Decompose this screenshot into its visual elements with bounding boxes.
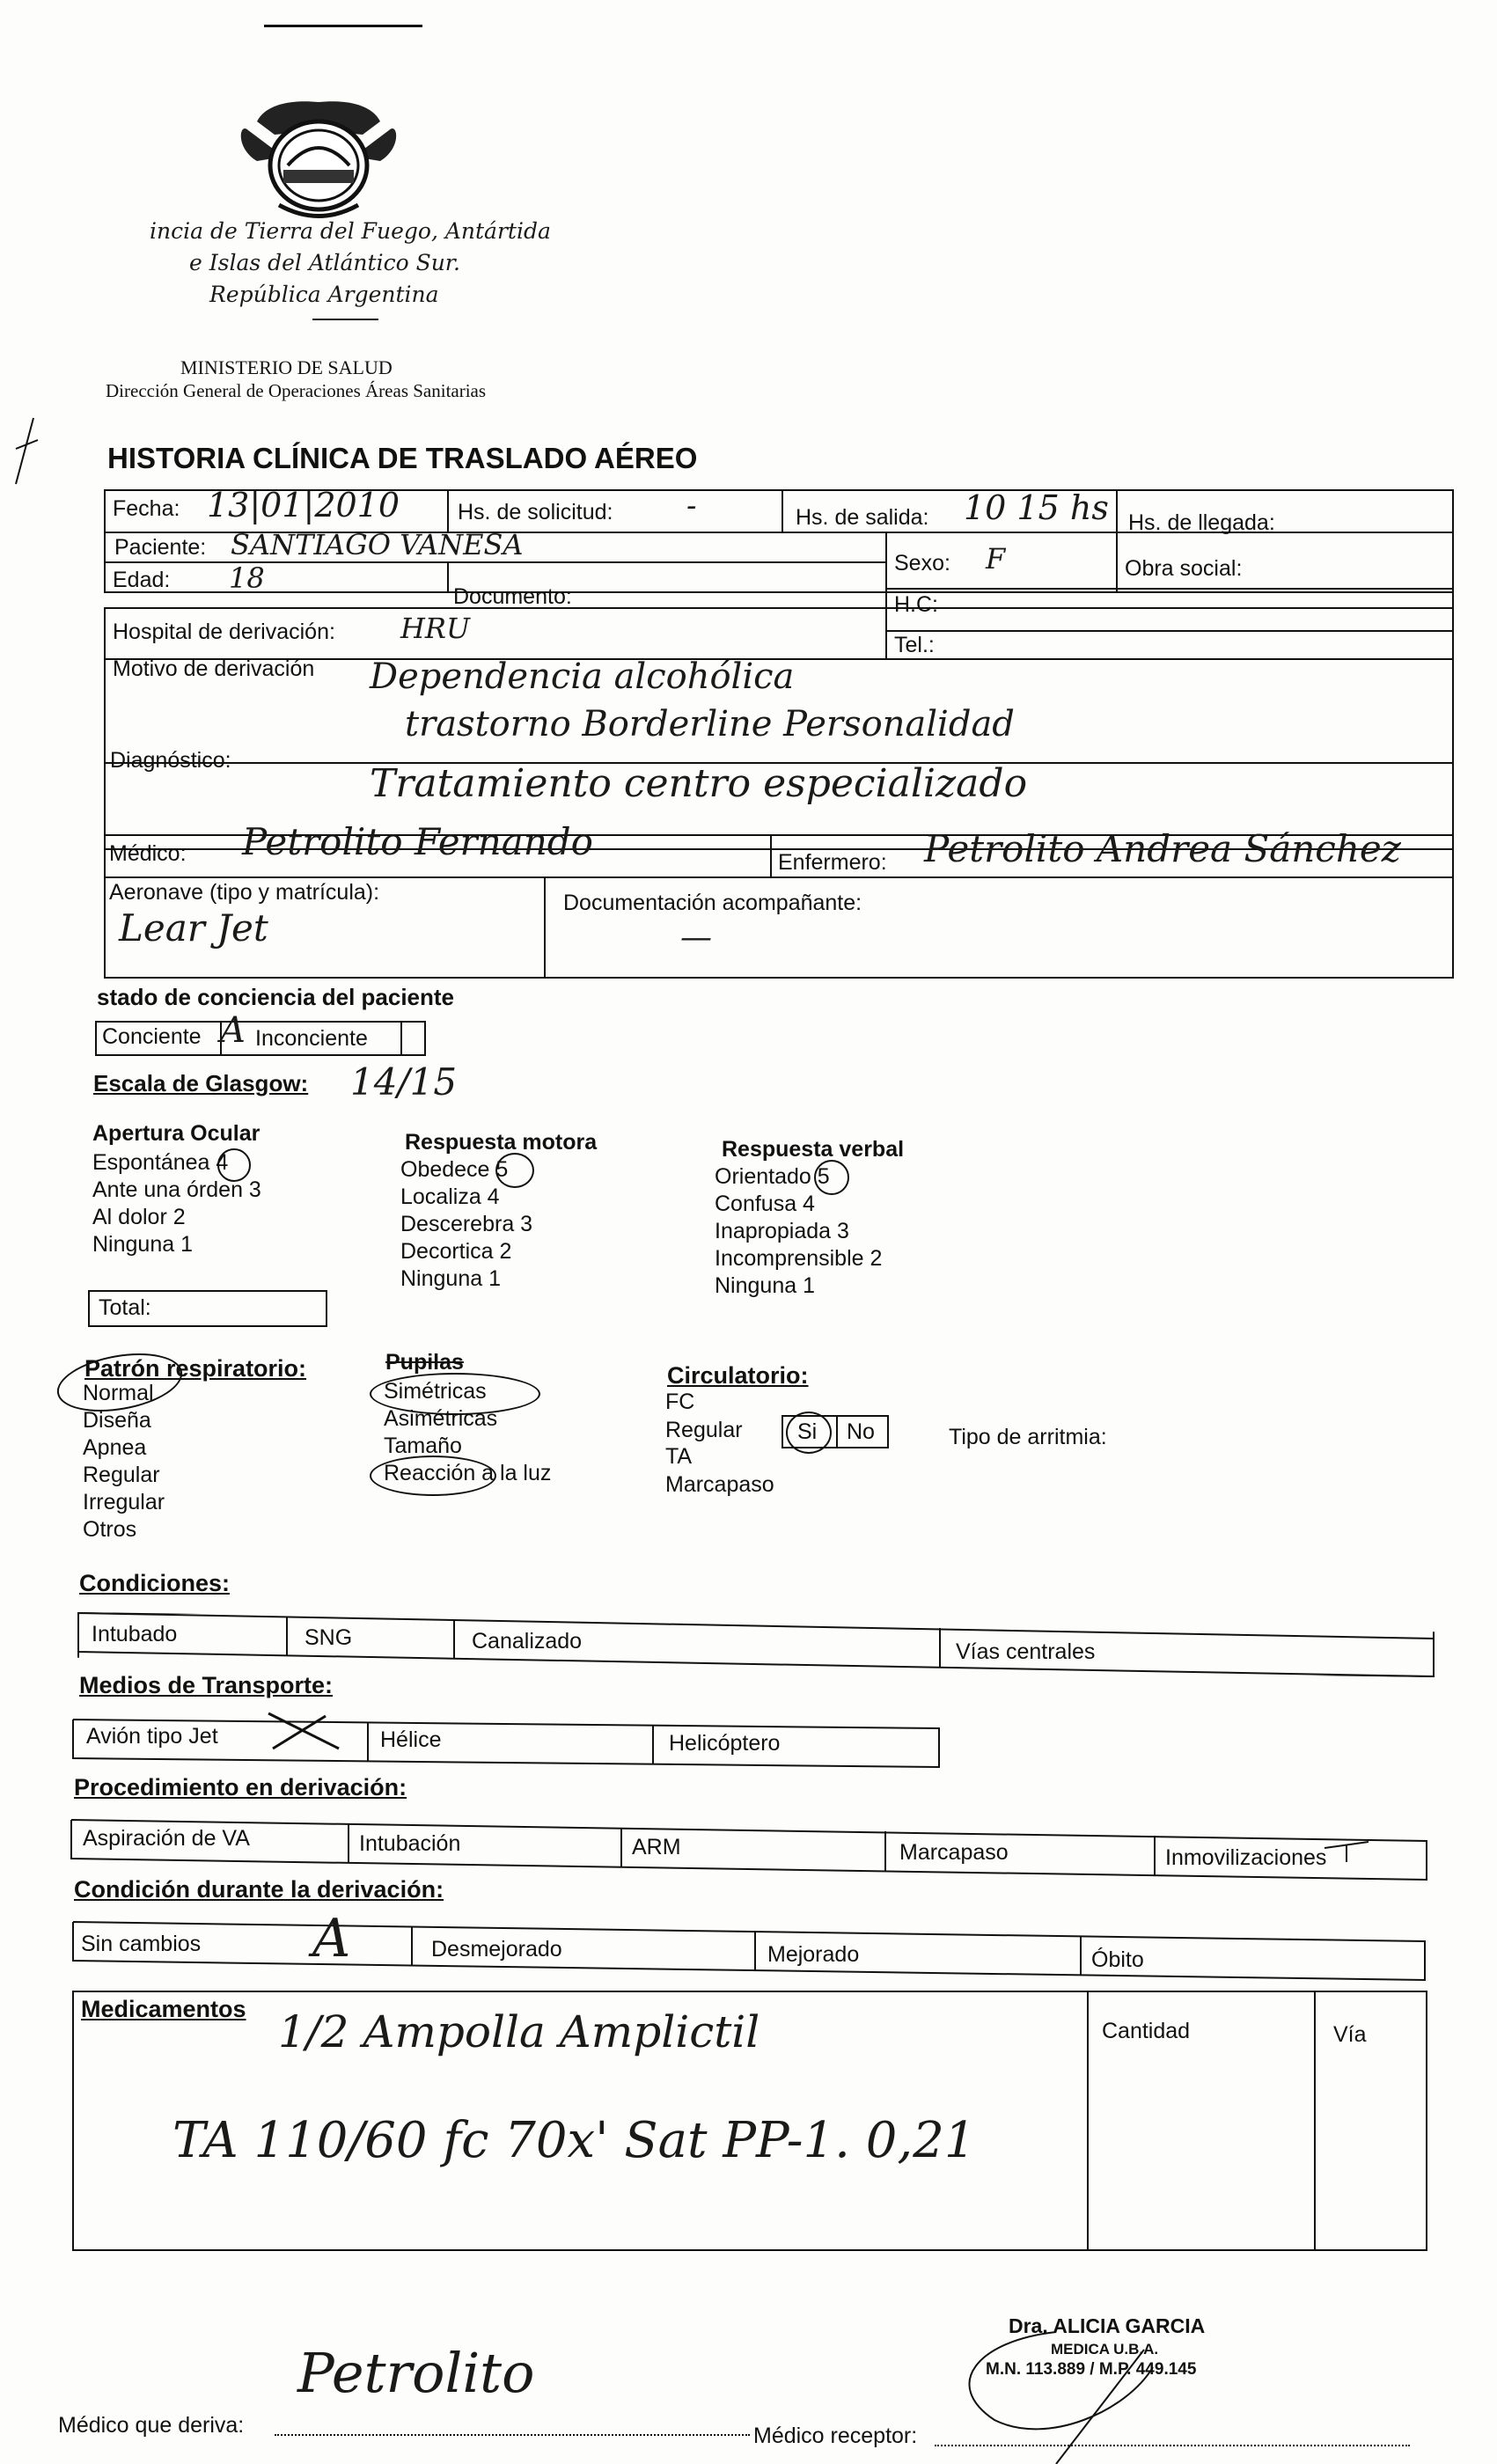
paciente-value[interactable]: SANTIAGO VANESA <box>231 528 524 561</box>
pupilas-option[interactable]: Asimétricas <box>384 1406 498 1431</box>
divider <box>1116 532 1118 593</box>
regular-si-option[interactable]: Si <box>797 1419 818 1444</box>
enfermero-label: Enfermero: <box>778 850 887 875</box>
divider <box>1087 1991 1089 2251</box>
province-line-1: incia de Tierra del Fuego, Antártida <box>150 218 551 244</box>
conciente-option[interactable]: Conciente <box>102 1024 202 1049</box>
procedimiento-title: Procedimiento en derivación: <box>74 1774 407 1800</box>
stamp-line-3: M.N. 113.889 / M.P. 449.145 <box>986 2360 1197 2379</box>
condicion-mejorado[interactable]: Mejorado <box>767 1942 860 1967</box>
medico-receptor-label: Médico receptor: <box>753 2424 918 2448</box>
ocular-option[interactable]: Al dolor 2 <box>92 1205 186 1229</box>
aeronave-value[interactable]: Lear Jet <box>119 906 268 950</box>
motora-option[interactable]: Descerebra 3 <box>400 1212 533 1236</box>
procedimiento-intubacion[interactable]: Intubación <box>359 1831 461 1856</box>
paciente-label: Paciente: <box>114 535 207 560</box>
condicion-derivacion-frame <box>72 1920 1429 1986</box>
pupilas-title: Pupilas <box>385 1350 464 1375</box>
stamp-line-2: MEDICA U.B.A. <box>1051 2341 1159 2358</box>
aeronave-label: Aeronave (tipo y matrícula): <box>109 880 380 905</box>
ocular-option[interactable]: Ninguna 1 <box>92 1232 193 1257</box>
verbal-option[interactable]: Inapropiada 3 <box>715 1219 849 1243</box>
condicion-vias-centrales[interactable]: Vías centrales <box>956 1639 1096 1664</box>
respiratorio-option[interactable]: Irregular <box>83 1490 165 1514</box>
hs-solicitud-label: Hs. de solicitud: <box>458 500 613 524</box>
edad-value[interactable]: 18 <box>229 561 265 595</box>
condicion-obito[interactable]: Óbito <box>1091 1947 1144 1972</box>
glasgow-label: Escala de Glasgow: <box>93 1070 309 1096</box>
divider <box>836 1415 838 1448</box>
divider <box>885 630 1454 632</box>
medicamentos-title: Medicamentos <box>81 1996 246 2022</box>
procedimiento-aspiracion[interactable]: Aspiración de VA <box>83 1826 250 1851</box>
documentacion-value[interactable]: — <box>680 920 712 956</box>
verbal-option[interactable]: Confusa 4 <box>715 1192 815 1216</box>
fecha-label: Fecha: <box>113 496 180 521</box>
verbal-list <box>715 1163 882 1300</box>
transporte-x-mark <box>264 1709 343 1753</box>
motora-option[interactable]: Localiza 4 <box>400 1184 500 1209</box>
tel-label: Tel.: <box>894 633 935 657</box>
motora-option[interactable]: Decortica 2 <box>400 1239 512 1264</box>
scan-margin-mark <box>7 414 42 493</box>
hs-salida-value[interactable]: 10 15 hs <box>964 488 1109 527</box>
divider <box>1314 1991 1316 2251</box>
documento-label: Documento: <box>453 584 572 609</box>
respiratorio-option[interactable]: Diseña <box>83 1408 151 1433</box>
condicion-sin-cambios-mark: A <box>312 1908 351 1969</box>
regular-si-circle <box>786 1412 832 1454</box>
ocular-selected-circle <box>217 1148 251 1182</box>
divider <box>544 876 546 979</box>
ocular-option[interactable]: Ante una órden 3 <box>92 1177 261 1202</box>
verbal-option[interactable]: Incomprensible 2 <box>715 1246 883 1271</box>
medico-value[interactable]: Petrolito Fernando <box>242 820 593 863</box>
motora-option[interactable]: Obedece 5 <box>400 1157 509 1182</box>
respiratorio-option[interactable]: Normal <box>83 1381 154 1405</box>
circulatorio-regular: Regular <box>665 1418 743 1442</box>
hs-salida-label: Hs. de salida: <box>796 505 929 530</box>
medicamentos-line-2[interactable]: TA 110/60 fc 70x' Sat PP-1. 0,21 <box>172 2112 976 2169</box>
circulatorio-title: Circulatorio: <box>667 1362 809 1389</box>
ocular-title: Apertura Ocular <box>92 1121 261 1146</box>
diagnostico-value[interactable]: Tratamiento centro especializado <box>370 761 1028 806</box>
verbal-option[interactable]: Orientado 5 <box>715 1164 830 1189</box>
transporte-title: Medios de Transporte: <box>79 1672 334 1698</box>
province-line-3: República Argentina <box>209 282 439 307</box>
glasgow-total-label: Total: <box>99 1295 151 1320</box>
condicion-intubado[interactable]: Intubado <box>92 1622 178 1646</box>
condicion-derivacion-title: Condición durante la derivación: <box>74 1876 444 1903</box>
stamp-name: Dra. ALICIA GARCIA <box>1009 2314 1206 2337</box>
circulatorio-fc: FC <box>665 1390 695 1414</box>
sexo-label: Sexo: <box>894 551 950 576</box>
divider <box>782 489 783 533</box>
inconciente-option[interactable]: Inconciente <box>255 1026 368 1051</box>
condiciones-title: Condiciones: <box>79 1570 231 1596</box>
divider <box>400 1021 402 1056</box>
condiciones-frame <box>77 1612 1435 1677</box>
divider <box>770 834 772 878</box>
motora-option[interactable]: Ninguna 1 <box>400 1266 501 1291</box>
glasgow-value[interactable]: 14/15 <box>350 1060 458 1104</box>
arritmia-label: Tipo de arritmia: <box>949 1425 1107 1449</box>
medico-label: Médico: <box>109 841 187 866</box>
medicamentos-via-header: Vía <box>1333 2022 1367 2047</box>
regular-no-option[interactable]: No <box>847 1419 875 1444</box>
hc-label: H.C: <box>894 592 938 617</box>
verbal-selected-circle <box>814 1160 849 1195</box>
transporte-avion-jet[interactable]: Avión tipo Jet <box>86 1724 218 1749</box>
edad-label: Edad: <box>113 568 171 592</box>
pupilas-selected-circle-1 <box>370 1373 540 1415</box>
respiratorio-option[interactable]: Otros <box>83 1517 137 1542</box>
motora-title: Respuesta motora <box>405 1130 598 1155</box>
divider <box>885 630 887 660</box>
procedimiento-marcapaso[interactable]: Marcapaso <box>899 1840 1009 1865</box>
condicion-sin-cambios[interactable]: Sin cambios <box>81 1932 202 1956</box>
divider <box>104 561 887 563</box>
respiratorio-option[interactable]: Apnea <box>83 1435 147 1460</box>
coat-of-arms-emblem <box>231 95 407 227</box>
inmovilizaciones-mark <box>1320 1837 1373 1864</box>
documentacion-label: Documentación acompañante: <box>563 891 862 915</box>
obra-social-label: Obra social: <box>1125 556 1243 581</box>
motivo-value-line2[interactable]: trastorno Borderline Personalidad <box>405 704 1015 744</box>
verbal-option[interactable]: Ninguna 1 <box>715 1273 815 1298</box>
medicamentos-line-1[interactable]: 1/2 Ampolla Amplictil <box>278 2006 760 2057</box>
pupilas-option[interactable]: Reacción a la luz <box>384 1461 552 1485</box>
procedimiento-arm[interactable]: ARM <box>632 1835 681 1859</box>
condicion-desmejorado[interactable]: Desmejorado <box>431 1937 562 1962</box>
circulatorio-ta: TA <box>665 1444 693 1469</box>
pupilas-selected-circle-2 <box>370 1456 496 1496</box>
diagnostico-label: Diagnóstico: <box>110 748 231 773</box>
header-underline <box>312 319 378 320</box>
hospital-value[interactable]: HRU <box>400 612 470 645</box>
motivo-value-line1[interactable]: Dependencia alcohólica <box>370 656 795 697</box>
verbal-title: Respuesta verbal <box>722 1137 905 1162</box>
medicamentos-cantidad-header: Cantidad <box>1102 2019 1191 2043</box>
medico-deriva-label: Médico que deriva: <box>58 2413 245 2438</box>
divider <box>447 561 449 593</box>
transporte-helice[interactable]: Hélice <box>380 1727 442 1752</box>
pupilas-option[interactable]: Tamaño <box>384 1434 462 1458</box>
transporte-helicoptero[interactable]: Helicóptero <box>669 1731 781 1756</box>
medico-deriva-signature[interactable]: Petrolito <box>297 2341 535 2405</box>
medico-deriva-dotted-line <box>275 2434 750 2436</box>
sexo-value[interactable]: F <box>986 542 1006 576</box>
conciente-mark: A <box>220 1010 246 1051</box>
divider <box>447 489 449 533</box>
pupilas-option[interactable]: Simétricas <box>384 1379 487 1404</box>
hs-llegada-label: Hs. de llegada: <box>1128 510 1275 535</box>
motivo-label: Motivo de derivación <box>113 656 315 681</box>
respiratorio-option[interactable]: Regular <box>83 1463 160 1487</box>
enfermero-value[interactable]: Petrolito Andrea Sánchez <box>924 827 1401 870</box>
respiratorio-title: Patrón respiratorio: <box>84 1355 307 1382</box>
form-title: HISTORIA CLÍNICA DE TRASLADO AÉREO <box>107 442 698 474</box>
condicion-canalizado[interactable]: Canalizado <box>472 1629 583 1654</box>
divider <box>1116 489 1118 533</box>
fecha-value[interactable]: 13|01|2010 <box>207 486 400 524</box>
condicion-sng[interactable]: SNG <box>305 1625 353 1650</box>
ocular-option[interactable]: Espontánea 4 <box>92 1150 229 1175</box>
procedimiento-inmovilizaciones[interactable]: Inmovilizaciones <box>1165 1845 1327 1870</box>
ministry-name: MINISTERIO DE SALUD <box>180 356 393 378</box>
hospital-label: Hospital de derivación: <box>113 620 335 644</box>
directorate-name: Dirección General de Operaciones Áreas Sanitarias <box>106 380 487 401</box>
motora-selected-circle <box>495 1153 534 1188</box>
hs-solicitud-value[interactable]: - <box>686 488 697 524</box>
circulatorio-marcapaso: Marcapaso <box>665 1472 774 1497</box>
top-edge-mark <box>264 25 422 27</box>
province-line-2: e Islas del Atlántico Sur. <box>189 250 460 275</box>
conciencia-title: stado de conciencia del paciente <box>97 984 455 1010</box>
